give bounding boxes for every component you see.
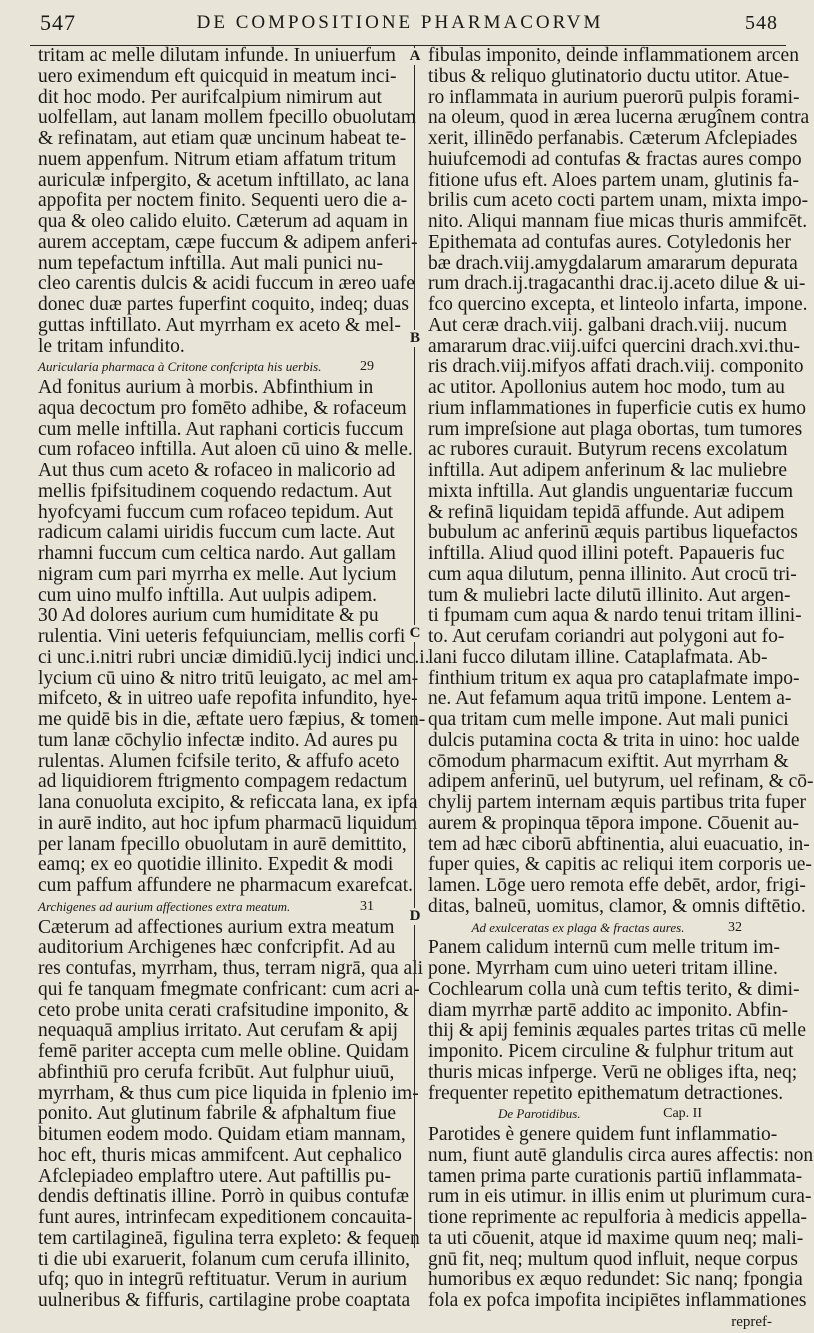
text-line: ufq; quo in integrū reftituatur. Verum in aurium [38,1269,407,1291]
section-number: 29 [360,359,374,375]
margin-marker-b: B [409,330,420,346]
text-line: ti die ubi exaruerit, folanum cum cerufa illinito, [38,1248,411,1270]
text-line: finthium tritum ex aqua pro cataplafmate impo- [428,667,800,689]
text-line: Cæterum ad affectiones aurium extra meatum [38,916,395,938]
chapter-number: Cap. II [663,1106,702,1122]
text-line: tum & muliebri lacte dilutū illinito. Aut argen- [428,584,791,606]
text-line: Cochlearum colla unà cum teftis terito, & dimi- [428,978,800,1000]
text-line: uolfellam, aut lanam mollem fpecillo obuolutam [38,107,416,129]
text-line: frequenter repetito epithematum detractiones. [428,1082,784,1104]
text-line: ci unc.i.nitri rubri unciæ dimidiū.lycij indici unc.i. [38,646,430,668]
text-line: tione reprimente ac repulforia à medicis appella- [428,1207,807,1228]
text-line: 30 Ad dolores aurium cum humiditate & pu [38,605,379,627]
text-line: fitione ufus eft. Aloes partem unam, glutinis fa- [428,169,799,191]
section-heading [38,357,404,378]
text-line: nequaquā amplius irritato. Aut cerufam & apij [38,1020,399,1042]
text-line: cleo carentis dulcis & acidi fuccum in æreo uafe [38,273,415,295]
text-line: inftilla. Aliud quod illini poteft. Papaueris fuc [428,543,785,564]
text-line: imponito. Picem circuline & fulphur tritum aut [428,1041,794,1062]
text-line: & refinatam, aut etiam quæ uncinum habeat te- [38,128,407,149]
text-line: ti fpumam cum aqua & nardo tenui tritam illini- [428,605,802,627]
text-line: eamq; ex eo quotidie illinito. Expedit & modi [38,854,394,876]
text-line: funt aures, intrinfecam expeditionem concauita- [38,1207,413,1228]
right-column [428,45,814,1333]
text-line: nito. Aliqui mannam fiue micas thuris ammifcēt. [428,211,808,232]
text-line: Parotides è genere quidem funt inflammatio- [428,1124,778,1145]
text-line: pone. Myrrham cum uino ueteri tritam illine. [428,958,778,979]
text-line: Epithemata ad contufas aures. Cotyledonis her [428,231,791,253]
text-line: dulcis putamina cocta & trita in uino: hoc ualde [428,729,800,751]
section-heading-text: Archigenes ad aurium affectiones extra meatum. [38,898,291,914]
text-line: aqua decoctum pro fomēto adhibe, & rofaceum [38,397,407,419]
text-line: mixta inftilla. Aut glandis unguentariæ fuccum [428,480,794,502]
text-line: rum impreſsione aut plaga obortas, tum tumores [428,418,803,440]
text-line: na oleum, quod in ærea lucerna ærugînem contra [428,107,810,129]
column-divider [414,46,415,1248]
text-line: xerit, illinēdo perfanabis. Cæterum Afclepiades [428,128,798,149]
left-column [38,45,430,1312]
section-heading [38,897,404,918]
text-line: ne. Aut fefamum aqua tritū impone. Lentem a- [428,688,792,710]
text-line: bubulum ac anferinū æquis partibus liquefactos [428,522,798,544]
text-line: lani fucco dilutam illine. Cataplafmata. Ab- [428,646,768,668]
text-line: adipem anferinū, uel butyrum, uel refinam, & cō- [428,771,814,793]
text-line: tibus & reliquo glutinatorio ductu utitor. Atue- [428,65,790,87]
text-line: cum rofaceo inftilla. Aut aloen cū uino & melle. [38,439,413,461]
text-line: chylij partem internam æquis partibus trita fuper [428,792,806,813]
text-line: hyofcyami fuccum cum rofaceo tepidum. Aut [38,501,394,523]
folio-left: 547 [40,10,76,35]
text-line: uero eximendum eft quicquid in meatum inci- [38,65,397,87]
margin-marker-a: A [409,48,421,64]
text-line: ro inflammata in aurium puerorū pulpis forami- [428,86,800,108]
section-heading-text: Auricularia pharmaca à Critone confcripta his uerbis. [38,359,322,375]
text-line: ceto probe unita cerati crafsitudine imponito, & [38,999,409,1021]
text-line: inftilla. Aut adipem anferinum & lac muliebre [428,460,788,481]
text-line: rhamni fuccum cum celtica nardo. Aut gallam [38,543,396,564]
text-line: uulneribus & fiffuris, cartilagine probe coaptata [38,1290,411,1311]
text-line: brilis cum aceto cocti partem unam, mixta impo- [428,190,809,212]
text-line: rum in eis utimur. in illis enim ut plurimum cura- [428,1186,812,1208]
text-line: amararum drac.viij.uifci quercini drach.xvi.thu- [428,335,800,357]
text-line: aurem acceptam, cæpe fuccum & adipem anferi- [38,231,418,253]
section-heading-text: Ad exulceratas ex plaga & fractas aures. [471,919,685,935]
text-line: myrrham, & thus cum pice liquida in fplenio im- [38,1082,419,1104]
text-line: tritam ac melle dilutam infunde. In uniuerfum [38,45,396,66]
text-line: ad liquidiorem ftrigmento compagem redactum [38,771,408,793]
text-line: fibulas imponito, deinde inflammationem arcen [428,45,799,66]
text-line: to. Aut cerufam coriandri aut polygoni aut fo- [428,626,785,647]
text-line: me quidē bis in die, æftate uero fæpius, & tomen- [38,709,426,730]
text-line: dendis deftinatis illine. Porrò in quibus contufæ [38,1186,410,1208]
text-line: Afclepiadeo emplaftro utere. Aut paftillis pu- [38,1165,392,1187]
text-line: per lanam fpecillo obuolutam in aurē demittito, [38,833,407,855]
text-line: femē pariter accepta cum melle obline. Quidam [38,1041,409,1062]
text-line: auriculæ infpergito, & acetum inftillato, ac lana [38,169,410,191]
text-line: auditorium Archigenes hæc confcripfit. Ad au [38,937,396,959]
page-header [0,10,800,46]
section-number: 32 [728,919,742,935]
text-line: donec duæ partes fuperfint coquito, indeq; duas [38,294,409,315]
text-line: fco quercino excepta, et linteolo infarta, impone. [428,294,808,315]
text-line: cum uino mulfo inftilla. Aut uulpis adipem. [38,584,378,606]
text-line: mellis fpifsitudinem coquendo redactum. Aut [38,480,392,502]
text-line: diam myrrhæ partē addito ac imponito. Abfin- [428,999,789,1021]
text-line: le tritam infundito. [38,335,185,357]
text-line: thuris micas infperge. Verū ne obliges ifta, neq; [428,1061,798,1083]
running-title: DE COMPOSITIONE PHARMACORVM [196,12,604,33]
text-line: num tepefactum inftilla. Aut mali punici nu- [38,252,383,274]
text-line: ta uti cōuenit, atque id maxime quum neq; mali- [428,1227,804,1249]
text-line: tem ad hæc ciborū abftinentia, alui euacuatio, in- [428,833,810,855]
text-line: Ad fonitus aurium à morbis. Abfinthium in [38,377,374,398]
text-line: fuper quies, & capitis ac reliqui item corporis ue- [428,854,812,876]
text-line: humoribus ex æquo redundet: Sic nanq; fpongia [428,1269,803,1291]
text-line: cum paffum affundere ne pharmacum exarefcat. [38,875,414,896]
text-line: Panem calidum internū cum melle tritum im- [428,937,780,959]
text-line: cum aqua dilutum, penna illinito. Aut crocū tri- [428,563,797,585]
section-number: 31 [360,898,374,914]
text-line: radicum calami uiridis fuccum cum lacte. Aut [38,522,395,544]
text-line: rium inflammationes in fuperficie cutis ex humo [428,397,806,419]
text-line: tem cartilagineā, figulina terra expleto: & fequen [38,1227,420,1249]
text-line: fola ex pofca impofita incipiētes inflammationes [428,1290,807,1311]
text-line: bitumen eodem modo. Quidam etiam mannam, [38,1124,406,1145]
text-line: lycium cū uino & nitro tritū leuigato, ac mel am- [38,667,419,689]
section-heading [428,918,772,939]
text-line: mifceto, & in uitreo uafe repofita infundito, hye- [38,688,418,710]
chapter-heading [428,1104,772,1125]
margin-marker-d: D [409,908,421,924]
text-line: tum lanæ cōchylio infectæ indito. Ad aures pu [38,729,398,751]
chapter-heading-text: De Parotidibus. [498,1106,581,1122]
text-line: num, fiunt autē glandulis circa aures affectis: non [428,1144,814,1166]
text-line: rum drach.ij.tragacanthi drac.ij.aceto dilue & ui- [428,273,806,295]
text-line: ditas, balneū, uomitus, clamor, & omnis diftētio. [428,895,806,917]
text-line: in aurē indito, aut hoc ipfum pharmacū liquidum [38,812,418,834]
text-line: Aut thus cum aceto & rofaceo in malicorio ad [38,460,396,481]
text-line: thij & apij feminis æquales partes tritas cū melle [428,1020,806,1042]
text-line: qui fe tanquam fmegmate confricant: cum acri a- [38,978,420,1000]
text-line: abfinthiū pro cerufa fcribūt. Aut fulphur uiuū, [38,1061,395,1083]
margin-marker-c: C [409,625,421,641]
text-line: bæ drach.viij.amygdalarum amararum depurata [428,252,798,274]
text-line: rulentia. Vini ueteris fefquiunciam, mellis corfi [38,626,406,647]
text-line: & refinā liquidam tepidā affunde. Aut adipem [428,501,785,523]
text-line: Aut ceræ drach.viij. galbani drach.viij. nucum [428,314,788,336]
text-line: ponito. Aut glutinum fabrile & afphaltum fiue [38,1103,396,1125]
text-line: cum melle inftilla. Aut raphani corticis fuccum [38,418,404,440]
text-line: lamen. Lōge uero remota effe debēt, ardor, frigi- [428,875,806,896]
text-line: qua tritam cum melle impone. Aut mali punici [428,709,789,730]
text-line: qua & oleo calido eluito. Cæterum ad aquam in [38,211,408,232]
text-line: appofita per noctem finito. Sequenti uero die a- [38,190,408,212]
text-line: aurem & propinqua tēpora impone. Cōuenit au- [428,812,799,834]
text-line: ac rubores curauit. Butyrum recens excolatum [428,439,788,461]
text-line: ris drach.viij.mifyos affati drach.viij. componito [428,356,804,378]
text-line: tamen prima parte curationis partiū inflammata- [428,1165,803,1187]
text-line: res contufas, myrrham, thus, terram nigrā, qua ali [38,958,424,979]
text-line: ac utitor. Apollonius autem hoc modo, tum au [428,377,785,398]
text-line: dit hoc modo. Per aurifcalpium nimirum aut [38,86,382,108]
text-line: cōmodum pharmacum exiftit. Aut myrrham & [428,750,789,772]
text-line: lana conuoluta excipito, & reficcata lana, ex ipfa [38,792,418,813]
text-line: huiufcemodi ad contufas & fractas aures compo [428,148,802,170]
folio-right: 548 [745,12,778,34]
text-line: rulentas. Alumen fcifsile terito, & affufo aceto [38,750,400,772]
text-line: guttas inftillato. Aut myrrham ex aceto & mel- [38,314,401,336]
catchword: repref- [731,1313,772,1330]
text-line: nigram cum pari myrrha ex melle. Aut lycium [38,563,397,585]
text-line: nuem appenfum. Nitrum etiam affatum tritum [38,148,397,170]
text-line: gnū fit, neq; multum quod influit, neque corpus [428,1248,798,1270]
text-line: hoc eft, thuris micas ammifcent. Aut cephalico [38,1144,402,1166]
